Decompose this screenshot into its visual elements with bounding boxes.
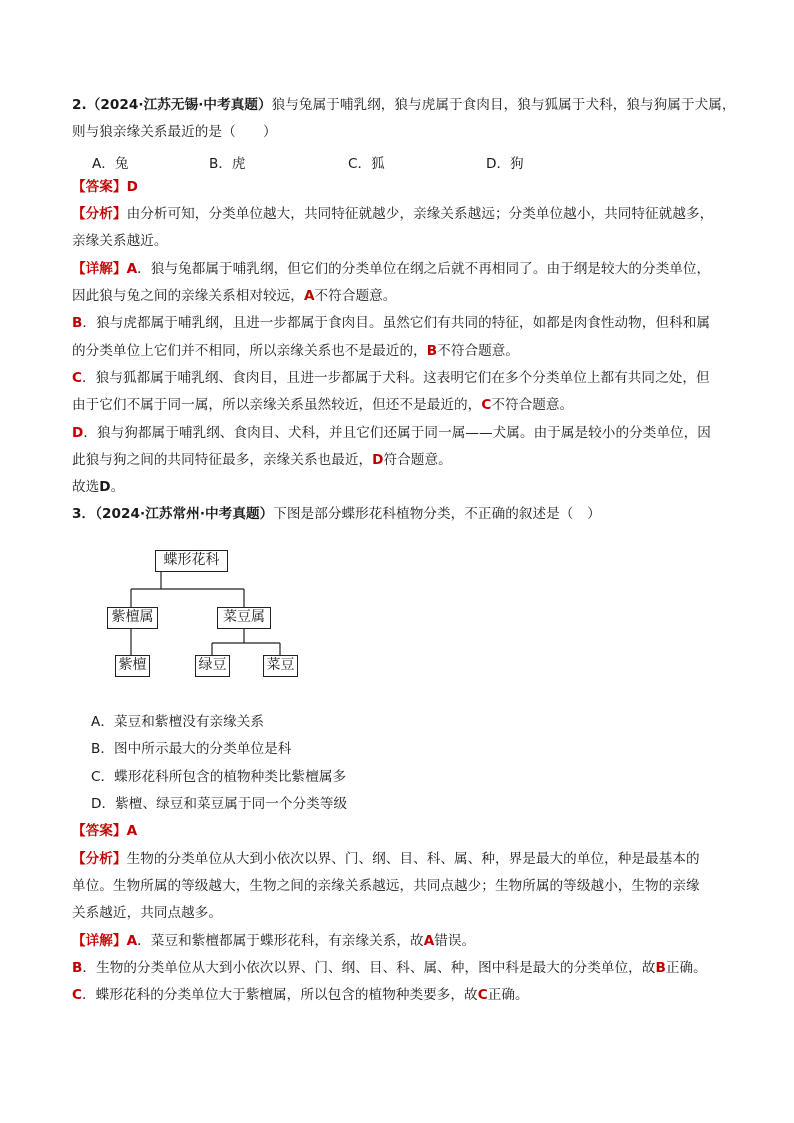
q2-conclusion: [72, 479, 734, 495]
q2-detail-b-text: ．狼与虎都属于哺乳纲，且进一步都属于食肉目。虽然它们有共同的特征，如都是肉食性动物，但科和属: [82, 315, 711, 331]
q2-detail-c-line1: [72, 370, 734, 386]
q3-option-d: D．紫檀、绿豆和菜豆属于同一个分类等级: [91, 796, 348, 812]
q3-detail-b-ref: B: [655, 960, 666, 976]
q2-stem-line1: [72, 97, 734, 113]
tree-node-genus-left: 紫檀属: [107, 607, 158, 629]
q2-detail-c-end: 不符合题意。: [491, 397, 574, 413]
analysis-tag: 【分析】: [72, 206, 127, 222]
q2-detail-a-ref: A: [303, 288, 315, 304]
q2-detail-b-ref: B: [426, 343, 438, 359]
q3-detail-b-letter: B: [72, 960, 83, 976]
q2-options: [92, 152, 692, 172]
q3-analysis-line2: 单位。生物所属的等级越大，生物之间的亲缘关系越远，共同点越少；生物所属的等级越小，生物的亲缘: [72, 878, 700, 894]
q2-detail-c-line2: [72, 397, 734, 413]
answer-tag: 【答案】: [72, 823, 127, 839]
classification-tree-diagram: [100, 548, 310, 683]
q2-detail-b-line1: [72, 315, 734, 331]
q2-detail-a-line2: [72, 288, 734, 304]
q2-answer-value: D: [126, 179, 138, 195]
q3-detail-a-end: 错误。: [434, 933, 476, 949]
analysis-tag: 【分析】: [72, 851, 127, 867]
q3-stem: [72, 506, 734, 522]
q2-detail-c-text2: 由于它们不属于同一属，所以亲缘关系虽然较近，但还不是最近的，: [72, 397, 482, 413]
q3-option-b: B．图中所示最大的分类单位是科: [91, 741, 292, 757]
q3-detail-b-text: ．生物的分类单位从大到小依次以界、门、纲、目、科、属、种，图中科是最大的分类单位，故: [82, 960, 656, 976]
q2-detail-b-text2: 的分类单位上它们并不相同，所以亲缘关系也不是最近的，: [72, 343, 427, 359]
answer-tag: 【答案】: [72, 179, 127, 195]
tree-node-species-mung: 绿豆: [195, 655, 230, 677]
detail-tag: 【详解】: [72, 261, 127, 277]
q3-number: 3．: [72, 506, 96, 522]
q2-option-c: C．狐: [348, 156, 385, 172]
q2-stem-line2: 则与狼亲缘关系最近的是（ ）: [72, 124, 277, 140]
tree-node-genus-right: 菜豆属: [217, 607, 271, 629]
q3-detail-a-letter: A: [126, 933, 138, 949]
q3-answer-value: A: [126, 823, 138, 839]
q2-detail-d-line1: [72, 425, 734, 441]
q2-detail-c-ref: C: [481, 397, 492, 413]
q3-detail-a-ref: A: [423, 933, 435, 949]
q2-detail-d-letter: D: [72, 425, 84, 441]
detail-tag: 【详解】: [72, 933, 127, 949]
q3-option-a: A．菜豆和紫檀没有亲缘关系: [91, 714, 265, 730]
q2-detail-c-letter: C: [72, 370, 83, 386]
q3-stem-text: 下图是部分蝶形花科植物分类，不正确的叙述是（ ）: [273, 506, 601, 522]
q3-detail-c-end: 正确。: [487, 987, 529, 1003]
q2-detail-b-end: 不符合题意。: [437, 343, 520, 359]
q3-detail-c: [72, 987, 734, 1003]
q3-option-c: C．蝶形花科所包含的植物种类比紫檀属多: [91, 769, 347, 785]
q2-detail-a-letter: A: [126, 261, 138, 277]
q2-detail-a-line1: [72, 261, 734, 277]
q2-analysis-line1: [72, 206, 734, 222]
q3-detail-a: [72, 933, 734, 949]
tree-node-family: 蝶形花科: [155, 550, 228, 572]
q2-number: 2.: [72, 97, 87, 113]
q3-detail-c-ref: C: [477, 987, 488, 1003]
q3-source: （2024·江苏常州·中考真题）: [95, 506, 274, 522]
q3-detail-c-letter: C: [72, 987, 83, 1003]
q2-detail-d-end: 符合题意。: [383, 452, 452, 468]
q2-analysis-text: 由分析可知，分类单位越大，共同特征就越少，亲缘关系越远；分类单位越小，共同特征就越多，: [126, 206, 714, 222]
q2-option-d: D．狗: [486, 156, 524, 172]
tree-node-species-bean: 菜豆: [263, 655, 298, 677]
q2-detail-d-text: ．狼与狗都属于哺乳纲、食肉目、犬科，并且它们还属于同一属——犬属。由于属是较小的分类单位，因: [83, 425, 711, 441]
q2-detail-d-ref: D: [372, 452, 384, 468]
q2-conclusion-letter: D: [99, 479, 111, 495]
q3-analysis-line3: 关系越近，共同点越多。: [72, 905, 223, 921]
q2-detail-a-text2: 因此狼与兔之间的亲缘关系相对较远，: [72, 288, 304, 304]
q3-detail-b-end: 正确。: [665, 960, 707, 976]
tree-node-species-left: 紫檀: [115, 655, 150, 677]
q3-detail-b: [72, 960, 734, 976]
q3-analysis-line1: [72, 851, 734, 867]
q2-stem: 狼与兔属于哺乳纲，狼与虎属于食肉目，狼与狐属于犬科，狼与狗属于犬属，: [271, 97, 736, 113]
q2-conclusion-end: 。: [110, 479, 125, 495]
q2-detail-a-end: 不符合题意。: [314, 288, 397, 304]
q3-analysis-text: 生物的分类单位从大到小依次以界、门、纲、目、科、属、种，界是最大的单位，种是最基本的: [126, 851, 700, 867]
q2-analysis-line2: 亲缘关系越近。: [72, 233, 168, 249]
q2-detail-c-text: ．狼与狐都属于哺乳纲、食肉目，且进一步都属于犬科。这表明它们在多个分类单位上都有共同之处，但: [82, 370, 710, 386]
q2-source: （2024·江苏无锡·中考真题）: [86, 97, 272, 113]
q2-detail-d-text2: 此狼与狗之间的共同特征最多，亲缘关系也最近，: [72, 452, 373, 468]
q2-detail-a-text: ．狼与兔都属于哺乳纲，但它们的分类单位在纲之后就不再相同了。由于纲是较大的分类单位，: [137, 261, 711, 277]
q3-detail-c-text: ．蝶形花科的分类单位大于紫檀属，所以包含的植物种类要多，故: [82, 987, 478, 1003]
q2-conclusion-text: 故选: [72, 479, 100, 495]
q3-answer: [72, 823, 734, 839]
q3-detail-a-text: ．菜豆和紫檀都属于蝶形花科，有亲缘关系，故: [137, 933, 424, 949]
q2-option-a: A．兔: [92, 156, 129, 172]
q2-option-b: B．虎: [209, 156, 246, 172]
q2-answer: [72, 179, 734, 195]
q2-detail-d-line2: [72, 452, 734, 468]
q2-detail-b-letter: B: [72, 315, 83, 331]
q2-detail-b-line2: [72, 343, 734, 359]
